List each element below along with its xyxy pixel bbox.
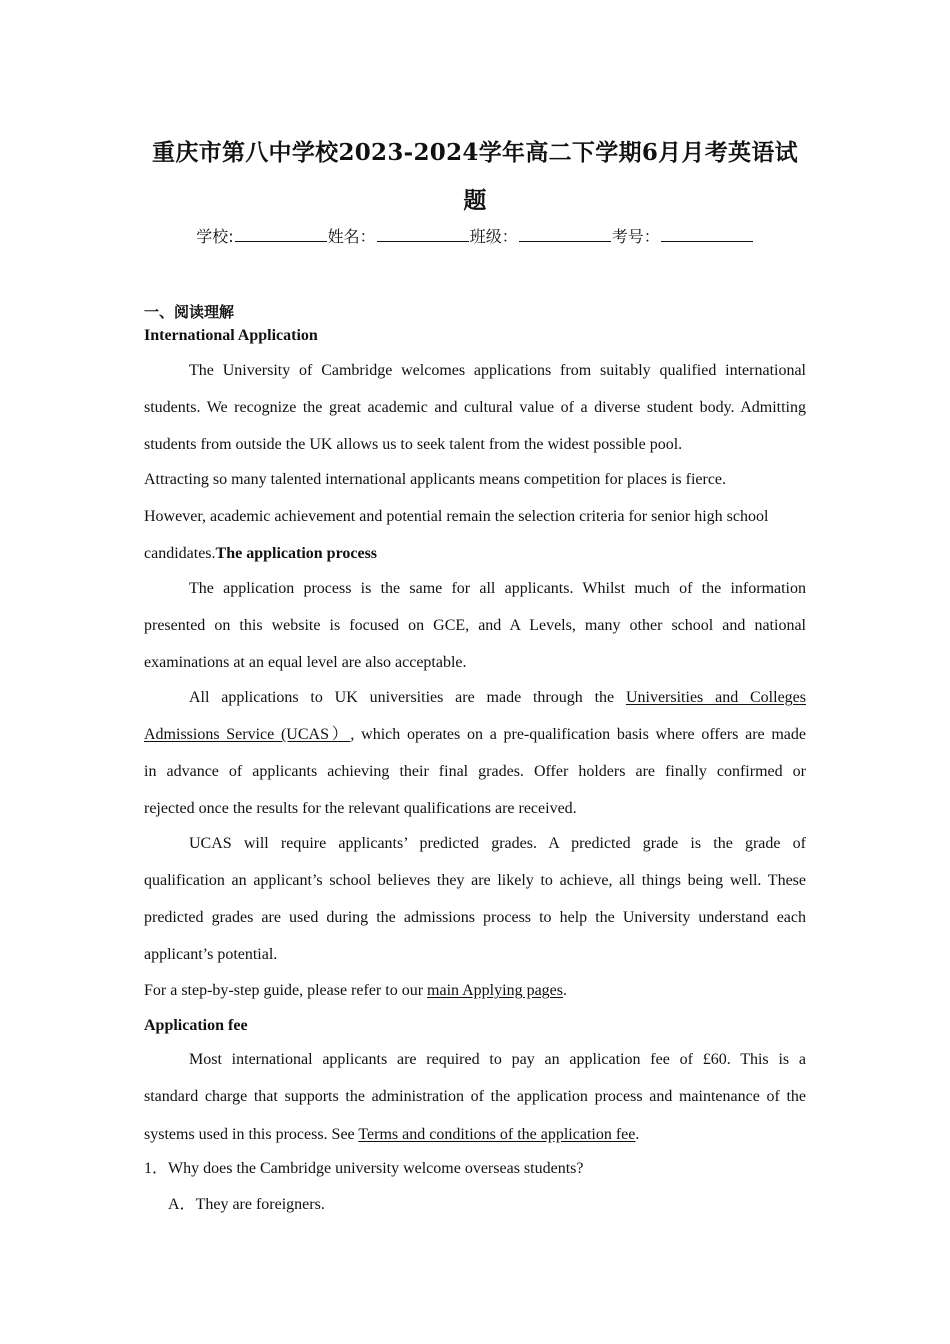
class-blank[interactable]: [519, 227, 611, 242]
exam-title-line1: 重庆市第八中学校2023-2024学年高二下学期6月月考英语试: [152, 139, 798, 166]
paragraph-text: For a step-by-step guide, please refer to our: [144, 982, 428, 999]
question-1: [144, 1158, 806, 1180]
paragraph-line: predicted grades are used during the admissions process to help the University understand each: [144, 909, 806, 926]
fee-terms-link[interactable]: Terms and conditions of the application fee: [358, 1126, 636, 1143]
paragraph-line: [144, 1124, 806, 1146]
school-blank[interactable]: [235, 227, 327, 242]
paragraph-text: candidates.: [144, 545, 216, 562]
paragraph-line: rejected once the results for the relevant qualifications are received.: [144, 800, 577, 817]
exam-number-blank[interactable]: [661, 227, 753, 242]
student-info-fields: [0, 226, 950, 248]
process-heading: The application process: [215, 545, 378, 562]
paragraph-line: standard charge that supports the administration of the application process and maintenance of the: [144, 1088, 806, 1105]
paragraph-line: students from outside the UK allows us to seek talent from the widest possible pool.: [144, 436, 683, 453]
paragraph-line: applicant’s potential.: [144, 946, 278, 963]
paragraph-line: [144, 724, 806, 746]
paragraph-line: examinations at an equal level are also acceptable.: [144, 654, 467, 671]
paragraph-line: qualification an applicant’s school believes they are likely to achieve, all things being well. These: [144, 872, 806, 889]
applying-pages-link[interactable]: main Applying pages: [427, 982, 563, 999]
paragraph-text: , which operates on a pre-qualification basis where offers are made: [350, 726, 806, 743]
paragraph-line: The University of Cambridge welcomes applications from suitably qualified international: [189, 362, 806, 379]
question-text: Why does the Cambridge university welcome overseas students?: [168, 1160, 584, 1177]
paragraph-line: students. We recognize the great academic and cultural value of a diverse student body. Admitting: [144, 399, 806, 416]
paragraph-line: UCAS will require applicants’ predicted grades. A predicted grade is the grade of: [189, 835, 806, 852]
exam-title-line2: 题: [463, 187, 487, 214]
passage-title: International Application: [144, 327, 318, 344]
exam-number-label: 考号：: [611, 227, 660, 246]
name-blank[interactable]: [377, 227, 469, 242]
paragraph-line: [144, 687, 806, 709]
school-label: 学校:: [196, 227, 234, 246]
paragraph-text: All applications to UK universities are made through the: [189, 689, 615, 706]
question-number: 1．: [144, 1160, 169, 1177]
paragraph-text: .: [563, 982, 567, 999]
paragraph-line: presented on this website is focused on GCE, and A Levels, many other school and national: [144, 617, 806, 634]
section-heading: 一、阅读理解: [144, 303, 235, 321]
paragraph-line: [144, 543, 806, 565]
class-label: 班级：: [469, 227, 518, 246]
paragraph-line: Most international applicants are required to pay an application fee of £60. This is a: [189, 1051, 806, 1068]
paragraph-text: systems used in this process. See: [144, 1126, 359, 1143]
paragraph-line: Attracting so many talented international applicants means competition for places is fierce.: [144, 471, 727, 488]
paragraph-line: in advance of applicants achieving their final grades. Offer holders are finally confirmed or: [144, 763, 806, 780]
paragraph-text: .: [635, 1126, 640, 1143]
paragraph-line: [144, 980, 806, 1002]
ucas-link[interactable]: Admissions Service (UCAS）: [144, 726, 351, 743]
option-a[interactable]: [168, 1194, 768, 1216]
ucas-link[interactable]: Universities and Colleges: [625, 689, 807, 706]
name-label: 姓名：: [327, 227, 376, 246]
paragraph-line: However, academic achievement and potential remain the selection criteria for senior high school: [144, 508, 769, 525]
option-text: They are foreigners.: [195, 1196, 325, 1213]
fee-heading: Application fee: [144, 1017, 248, 1034]
paragraph-line: The application process is the same for all applicants. Whilst much of the information: [189, 580, 806, 597]
option-letter: A．: [168, 1196, 196, 1213]
